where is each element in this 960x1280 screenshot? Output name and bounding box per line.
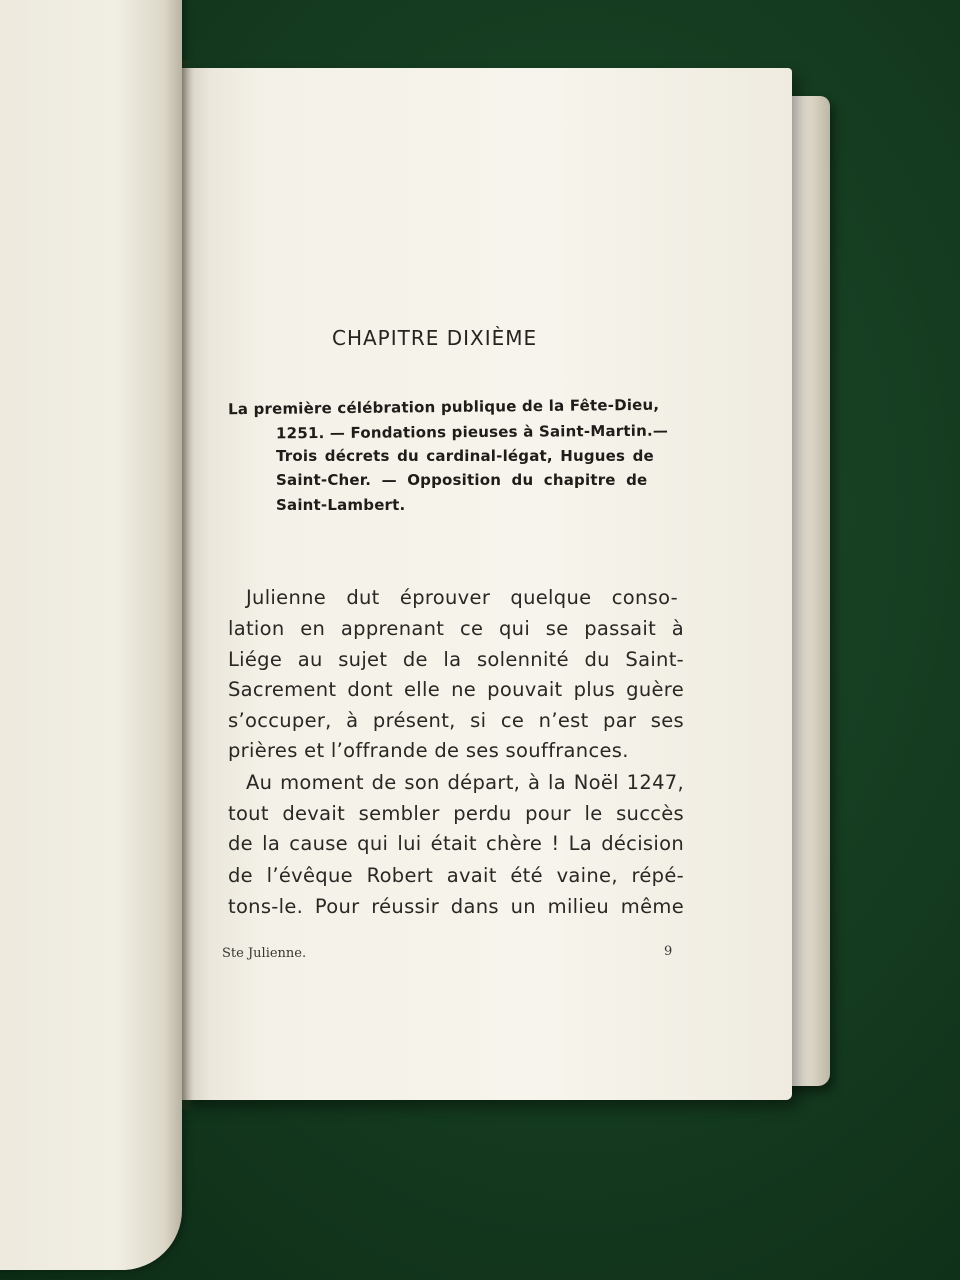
left-page xyxy=(0,0,182,1270)
chapter-summary-line: Saint-Lambert. xyxy=(276,496,406,514)
signature-mark: Ste Julienne. xyxy=(222,946,307,961)
chapter-summary-line: Trois décrets du cardinal-légat, Hugues de xyxy=(276,447,654,465)
chapter-summary-line: Saint-Cher. — Opposition du chapitre de xyxy=(276,471,648,489)
body-text-line: Au moment de son départ, à la Noël 1247, xyxy=(246,771,684,794)
signature-number: 9 xyxy=(664,944,673,959)
body-text-line: prières et l’offrande de ses souffrances. xyxy=(228,739,629,762)
chapter-summary-line: La première célébration publique de la Fête-Dieu, xyxy=(227,395,660,419)
body-text-line: Julienne dut éprouver quelque conso- xyxy=(246,586,678,609)
body-text-line: de l’évêque Robert avait été vaine, répé- xyxy=(228,864,684,887)
chapter-summary-line: 1251. — Fondations pieuses à Saint-Martin.— xyxy=(275,421,669,443)
body-text-line: Sacrement dont elle ne pouvait plus guère xyxy=(228,678,684,701)
body-text-line: de la cause qui lui était chère ! La décision xyxy=(228,832,684,855)
body-text-line: lation en apprenant ce qui se passait à xyxy=(228,617,684,640)
body-text-line: s’occuper, à présent, si ce n’est par ses xyxy=(228,709,684,732)
body-text-line: tons-le. Pour réussir dans un milieu même xyxy=(228,895,684,918)
body-text-line: Liége au sujet de la solennité du Saint- xyxy=(228,648,684,671)
chapter-title: CHAPITRE DIXIÈME xyxy=(332,326,538,350)
body-text-line: tout devait sembler perdu pour le succès xyxy=(228,802,684,825)
